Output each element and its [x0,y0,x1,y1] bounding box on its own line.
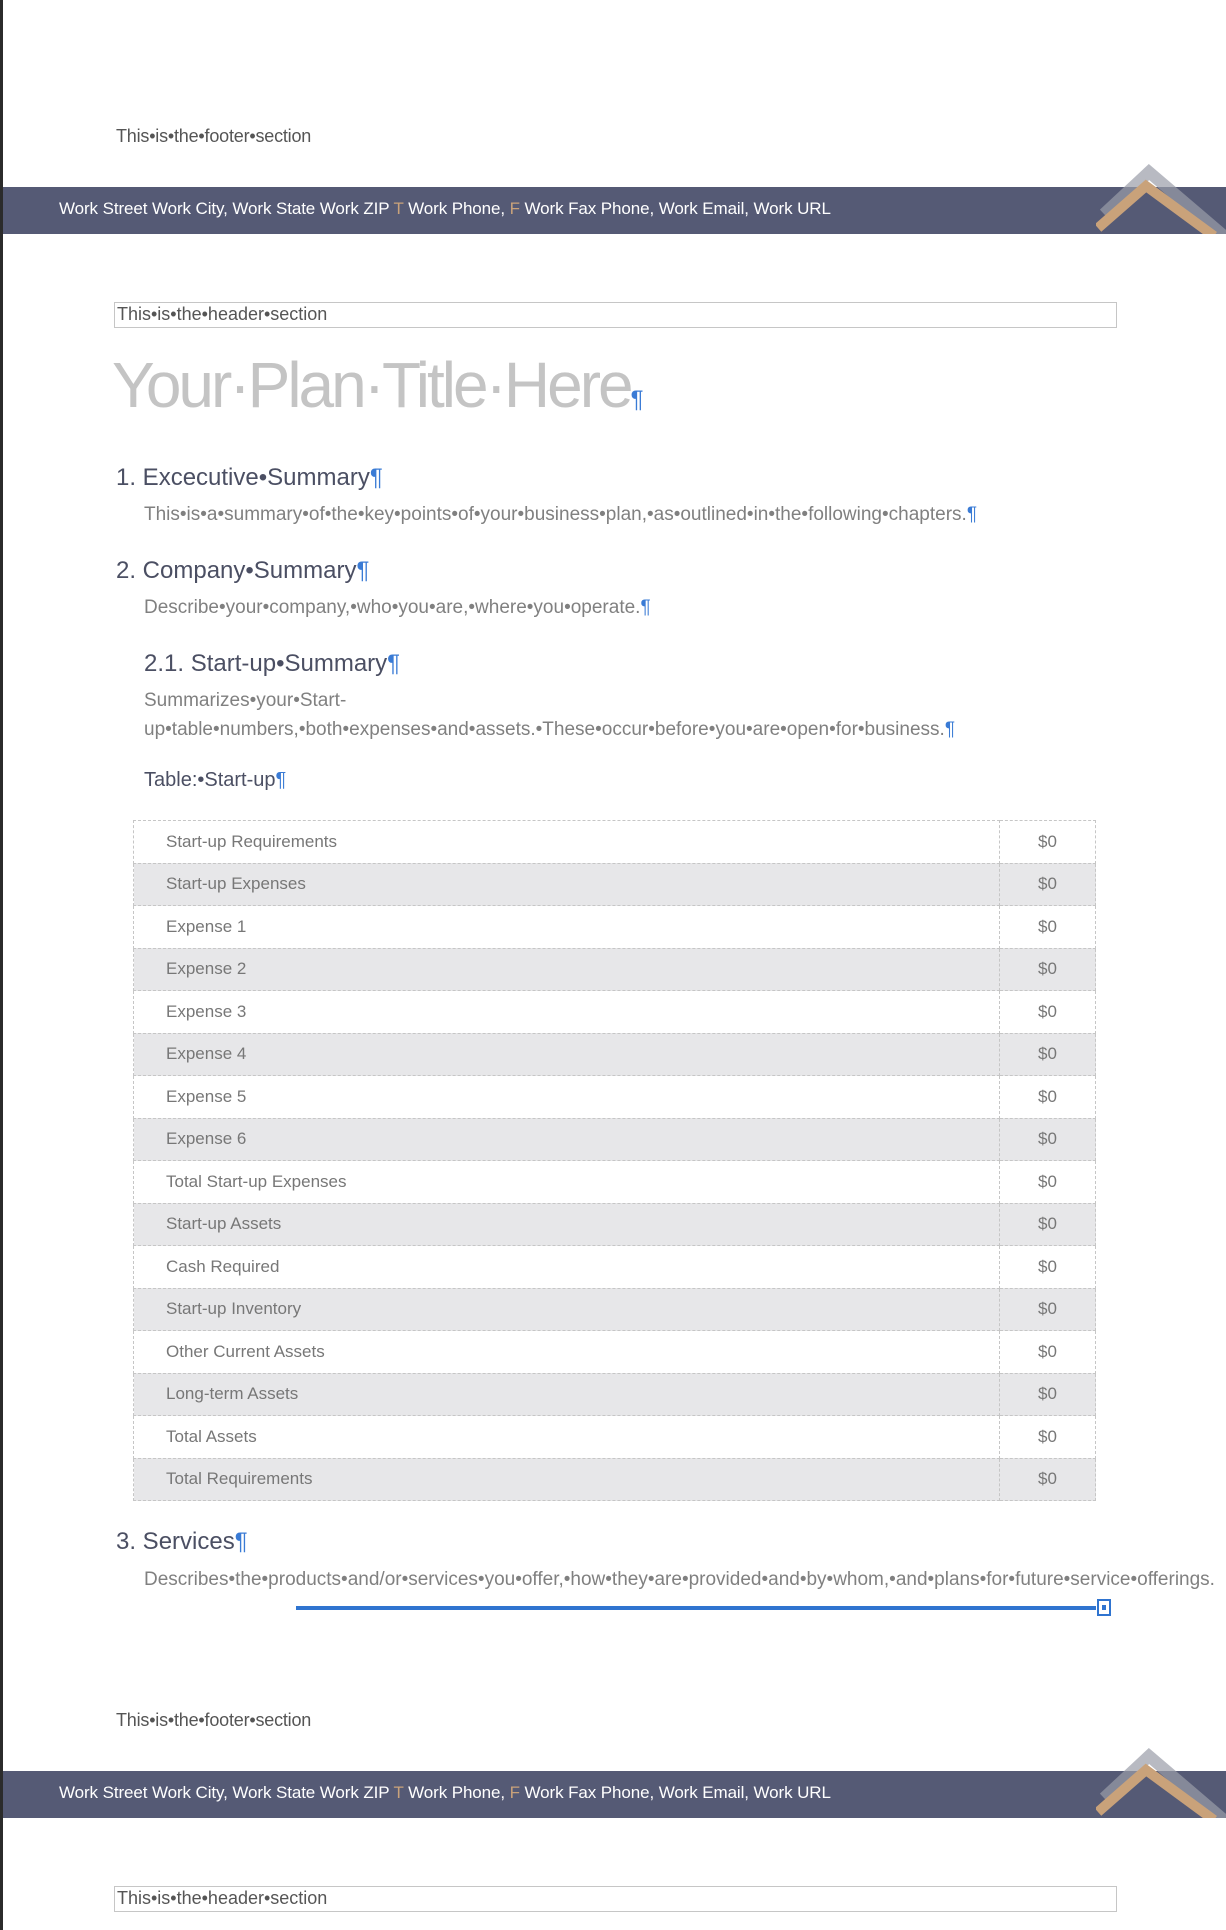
row-label: Long-term Assets [134,1373,1000,1416]
section-heading-services[interactable] [116,1528,248,1556]
row-label: Expense 3 [134,991,1000,1034]
section-body-services[interactable] [144,1565,1215,1594]
footer-label[interactable]: This•is•the•footer•section [116,126,312,146]
row-value: $0 [1000,863,1096,906]
section-body-startup-summary[interactable] [144,686,1114,744]
footer-address-band[interactable] [3,187,1226,234]
pilcrow-mark: ¶ [234,1528,248,1555]
row-value: $0 [1000,906,1096,949]
row-label: Total Start-up Expenses [134,1161,1000,1204]
section-heading-startup-summary[interactable] [144,650,400,678]
row-value: $0 [1000,1076,1096,1119]
address-fax-email: Work Fax Phone, Work Email, Work URL [519,199,831,218]
row-value: $0 [1000,1458,1096,1501]
row-label: Start-up Expenses [134,863,1000,906]
section-heading-company-summary[interactable] [116,557,369,585]
row-label: Expense 6 [134,1118,1000,1161]
header-label: This•is•the•header•section [117,1888,328,1908]
caption-text: Table:•Start-up [144,769,276,791]
address-phone: Work Phone, [403,199,510,218]
table-row[interactable] [134,1416,1096,1459]
heading-text: 2.1. Start-up•Summary [144,650,388,677]
address-fax-email: Work Fax Phone, Work Email, Work URL [519,1783,831,1802]
row-label: Total Requirements [134,1458,1000,1501]
phone-letter: T [393,1783,404,1802]
pilcrow-mark: ¶ [387,650,401,677]
footer-label[interactable]: This•is•the•footer•section [116,1710,312,1730]
table-row[interactable] [134,1288,1096,1331]
body-text: Summarizes•your•Start-up•table•numbers,•both•expenses•and•assets.•These•occur•before•you•are•open•for•business. [144,690,945,740]
row-label: Expense 5 [134,1076,1000,1119]
row-label: Start-up Requirements [134,821,1000,864]
page-break-icon [1097,1599,1111,1616]
roof-logo-icon [1096,144,1226,234]
pilcrow-mark: ¶ [966,504,978,525]
row-value: $0 [1000,991,1096,1034]
address-phone: Work Phone, [403,1783,510,1802]
section-body-executive-summary[interactable] [144,500,1114,529]
startup-table[interactable] [133,820,1096,1501]
body-text: Describes•the•products•and/or•services•you•offer,•how•they•are•provided•and•by•whom,•and•plans•for•future•service•offerings. [144,1569,1215,1590]
plan-title[interactable] [112,348,643,422]
body-text: Describe•your•company,•who•you•are,•where•you•operate. [144,597,641,618]
table-row[interactable] [134,1373,1096,1416]
body-text: This•is•a•summary•of•the•key•points•of•your•business•plan,•as•outlined•in•the•following•chapters. [144,504,967,525]
row-label: Cash Required [134,1246,1000,1289]
address-street: Work Street Work City, Work State Work ZIP [59,1783,394,1802]
row-label: Expense 1 [134,906,1000,949]
table-row[interactable] [134,821,1096,864]
section-body-company-summary[interactable] [144,593,1114,622]
row-label: Total Assets [134,1416,1000,1459]
roof-logo-icon [1096,1728,1226,1818]
table-row[interactable] [134,1458,1096,1501]
pilcrow-mark: ¶ [630,386,644,413]
address-street: Work Street Work City, Work State Work ZIP [59,199,394,218]
page-break-line [296,1606,1096,1610]
footer-address-band[interactable] [3,1771,1226,1818]
header-label: This•is•the•header•section [117,304,328,324]
pilcrow-mark: ¶ [640,597,651,618]
row-value: $0 [1000,1118,1096,1161]
table-row[interactable] [134,1203,1096,1246]
row-value: $0 [1000,1331,1096,1374]
row-value: $0 [1000,1246,1096,1289]
table-row[interactable] [134,991,1096,1034]
row-value: $0 [1000,1373,1096,1416]
heading-text: 3. Services [116,1528,235,1555]
row-label: Other Current Assets [134,1331,1000,1374]
footer-address [59,1783,831,1803]
table-row[interactable] [134,1118,1096,1161]
header-section-box[interactable] [114,302,1117,328]
pilcrow-mark: ¶ [369,464,383,491]
row-label: Start-up Inventory [134,1288,1000,1331]
row-value: $0 [1000,821,1096,864]
fax-letter: F [509,199,520,218]
row-value: $0 [1000,1416,1096,1459]
table-row[interactable] [134,1331,1096,1374]
row-value: $0 [1000,1203,1096,1246]
pilcrow-mark: ¶ [944,719,956,740]
row-label: Start-up Assets [134,1203,1000,1246]
header-section-box[interactable] [114,1886,1117,1912]
table-row[interactable] [134,1161,1096,1204]
row-label: Expense 4 [134,1033,1000,1076]
row-value: $0 [1000,1288,1096,1331]
section-heading-executive-summary[interactable] [116,464,383,492]
footer-address [59,199,831,219]
pilcrow-mark: ¶ [356,557,370,584]
row-value: $0 [1000,1033,1096,1076]
plan-title-text: Your·Plan·Title·Here [112,349,631,421]
table-row[interactable] [134,1246,1096,1289]
pilcrow-mark: ¶ [275,769,287,791]
heading-text: 1. Excecutive•Summary [116,464,370,491]
row-label: Expense 2 [134,948,1000,991]
table-row[interactable] [134,906,1096,949]
row-value: $0 [1000,948,1096,991]
fax-letter: F [509,1783,520,1802]
table-row[interactable] [134,863,1096,906]
table-row[interactable] [134,1033,1096,1076]
table-row[interactable] [134,948,1096,991]
heading-text: 2. Company•Summary [116,557,357,584]
phone-letter: T [393,199,404,218]
table-caption[interactable] [144,769,286,792]
row-value: $0 [1000,1161,1096,1204]
page-left-edge [0,0,3,1930]
table-row[interactable] [134,1076,1096,1119]
